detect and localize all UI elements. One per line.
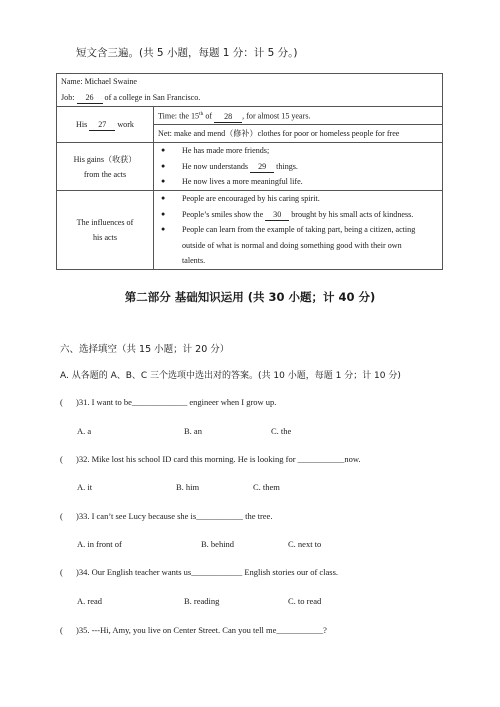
reading-instructions: 短文含三遍。(共 5 小题，每题 1 分：计 5 分。)	[76, 47, 298, 59]
part-two-heading: 第二部分 基础知识运用 (共 30 小题；计 40 分)	[124, 290, 376, 304]
influences-cell	[154, 191, 443, 270]
blank-26: 26	[77, 92, 103, 104]
option-31-c: C. the	[271, 426, 292, 436]
question-31: ( )31. I want to be_____________ engineer when I grow up.	[60, 397, 277, 407]
question-34: ( )34. Our English teacher wants us____________ English stories our of class.	[60, 567, 339, 577]
option-34-a: A. read	[77, 596, 103, 606]
net-cell: Net: make and mend（修补）clothes for poor or homeless people for free	[154, 125, 443, 143]
option-31-b: B. an	[184, 426, 202, 436]
section-a-instructions: A. 从各题的 A、B、C 三个选项中选出对的答案。(共 10 小题，每题 1 分；计 10 分)	[60, 371, 401, 381]
question-33: ( )33. I can’t see Lucy because she is___________ the tree.	[60, 511, 273, 521]
list-item: ● He now lives a more meaningful life.	[182, 174, 442, 190]
info-table	[56, 73, 443, 270]
table-row	[57, 191, 443, 270]
option-32-c: C. them	[253, 482, 280, 492]
blank-30: 30	[265, 209, 289, 221]
table-row	[57, 107, 443, 125]
influences-label: The influences of his acts	[57, 191, 154, 270]
list-item: ● People’s smiles show the 30 brought by his small acts of kindness.	[182, 207, 442, 223]
option-34-b: B. reading	[184, 596, 220, 606]
influences-list	[154, 191, 442, 269]
option-33-c: C. next to	[288, 539, 322, 549]
option-33-a: A. in front of	[77, 539, 122, 549]
option-31-a: A. a	[77, 426, 92, 436]
question-32: ( )32. Mike lost his school ID card this morning. He is looking for ___________now.	[60, 454, 361, 464]
blank-28: 28	[214, 111, 242, 123]
gains-list	[154, 143, 442, 190]
option-34-c: C. to read	[288, 596, 322, 606]
job-line: Job: 26 of a college in San Francisco.	[61, 93, 201, 102]
table-row	[57, 143, 443, 191]
section-six-heading: 六、选择填空（共 15 小题；计 20 分）	[60, 344, 230, 355]
time-cell: Time: the 15th of 28 , for almost 15 years.	[154, 107, 443, 125]
table-row	[57, 74, 443, 107]
gains-cell	[154, 143, 443, 191]
option-32-b: B. him	[176, 482, 200, 492]
list-item: ● People are encouraged by his caring spirit.	[182, 191, 442, 207]
list-item: ● He now understands 29 things.	[182, 159, 442, 175]
question-35: ( )35. ---Hi, Amy, you live on Center Street. Can you tell me___________?	[60, 625, 327, 635]
list-item: ● He has made more friends;	[182, 143, 442, 159]
name-job-cell	[57, 74, 443, 107]
his-work-label: His 27 work	[57, 107, 154, 143]
list-item: ● People can learn from the example of taking part, being a citizen, acting outside of what is normal and doing something good with their own talents.	[182, 222, 442, 269]
blank-29: 29	[250, 161, 274, 173]
gains-label: His gains（收获）from the acts	[57, 143, 154, 191]
option-33-b: B. behind	[201, 539, 235, 549]
name-line: Name: Michael Swaine	[61, 77, 137, 86]
blank-27: 27	[89, 119, 115, 131]
option-32-a: A. it	[77, 482, 93, 492]
